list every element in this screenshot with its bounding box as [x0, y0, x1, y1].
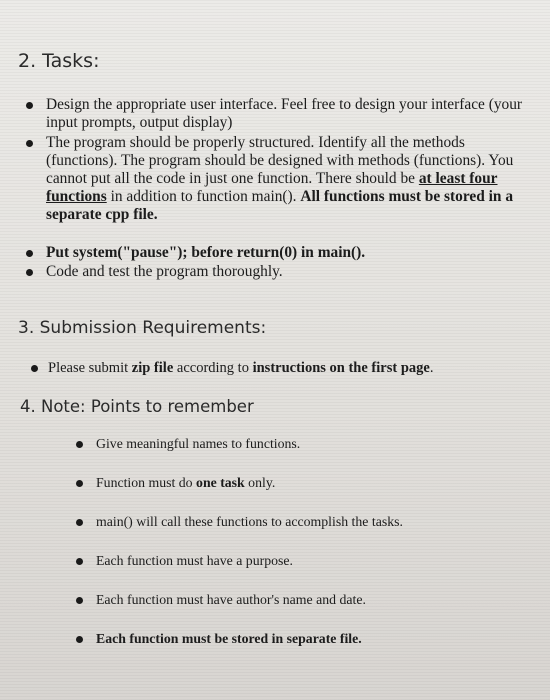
- note-text: Function must do: [96, 475, 197, 490]
- bullet-icon: [26, 269, 33, 276]
- bullet-icon: [31, 365, 38, 372]
- list-item: [96, 553, 516, 570]
- task-text: Design the appropriate user interface. Feel free to design your interface (your input prompts, output display): [46, 96, 523, 131]
- list-item: [96, 436, 516, 453]
- list-item: [46, 263, 536, 282]
- task-emphasis: All functions must be stored in a separate cpp file.: [46, 188, 514, 223]
- task-text: Code and test the program thoroughly.: [46, 263, 283, 280]
- list-item: [96, 592, 516, 609]
- submission-emphasis: instructions on the first page: [252, 360, 430, 376]
- submission-list: [48, 360, 528, 377]
- bullet-icon: [26, 140, 33, 147]
- list-item: [96, 514, 516, 531]
- bullet-icon: [76, 519, 83, 526]
- list-item: [96, 475, 516, 492]
- note-text: Give meaningful names to functions.: [96, 436, 301, 451]
- list-item: [96, 631, 516, 648]
- task-text: The program should be properly structured. Identify all the methods (functions). The program should be designed with methods (functions). You cannot put all the code in just one function. There should be: [46, 134, 514, 187]
- bullet-icon: [76, 441, 83, 448]
- bullet-icon: [26, 102, 33, 109]
- note-text: main() will call these functions to accomplish the tasks.: [96, 514, 403, 529]
- bullet-icon: [76, 597, 83, 604]
- note-text: Each function must be stored in separate file.: [96, 631, 362, 646]
- note-list: [96, 436, 516, 670]
- note-text: Each function must have a purpose.: [96, 553, 293, 568]
- submission-text: Please submit: [48, 360, 132, 376]
- note-emphasis: one task: [196, 475, 245, 490]
- bullet-icon: [76, 636, 83, 643]
- bullet-icon: [76, 480, 83, 487]
- tasks-heading: 2. Tasks:: [18, 50, 100, 72]
- note-text: only.: [244, 475, 276, 490]
- list-item: [46, 244, 536, 263]
- submission-text: .: [429, 360, 434, 376]
- tasks-list: [46, 96, 536, 282]
- task-text: in addition to function main().: [106, 188, 301, 205]
- task-emphasis: at least four functions: [46, 170, 498, 205]
- bullet-icon: [26, 250, 33, 257]
- submission-heading: 3. Submission Requirements:: [18, 318, 267, 338]
- note-text: Each function must have author's name and date.: [96, 592, 366, 607]
- list-item: [46, 96, 536, 134]
- submission-text: according to: [173, 360, 253, 376]
- list-item: [48, 360, 528, 377]
- list-item: [46, 134, 536, 244]
- submission-emphasis: zip file: [131, 360, 174, 376]
- bullet-icon: [76, 558, 83, 565]
- note-heading: 4. Note: Points to remember: [20, 397, 254, 416]
- task-text: Put system("pause"); before return(0) in main().: [46, 244, 366, 261]
